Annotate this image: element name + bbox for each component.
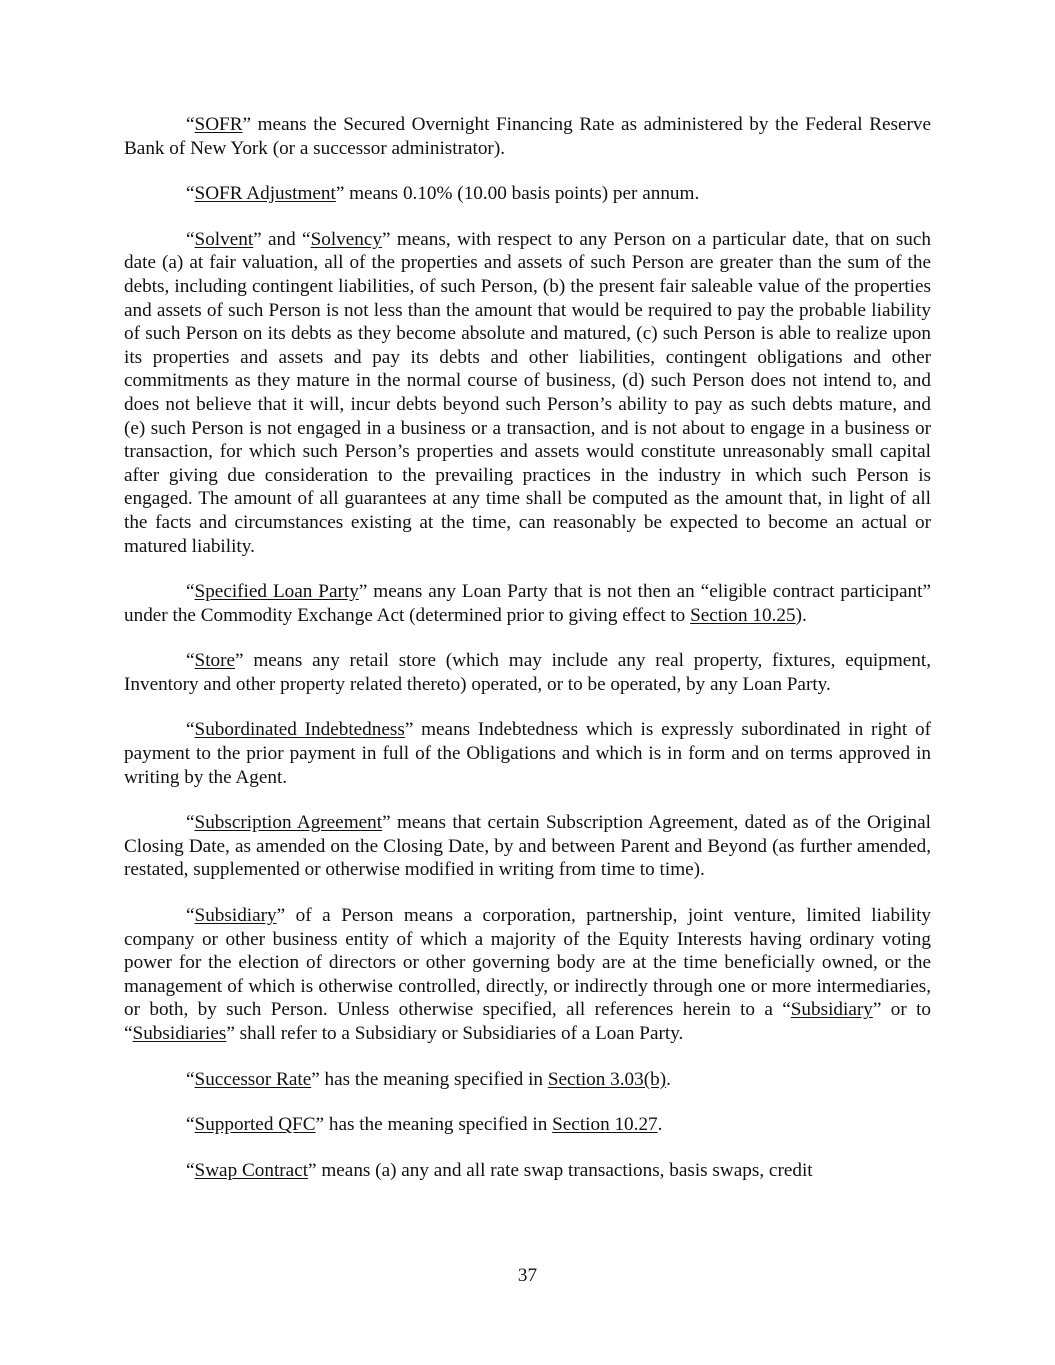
definition-text: ” means 0.10% (10.00 basis points) per annum.	[335, 183, 700, 205]
defined-term: Solvent	[194, 228, 254, 250]
definition-paragraph	[124, 718, 931, 789]
definition-text: .	[657, 1114, 663, 1136]
defined-term: Specified Loan Party	[194, 581, 359, 603]
definition-text: “	[186, 905, 195, 927]
defined-term: Swap Contract	[194, 1159, 309, 1181]
definition-paragraph	[124, 811, 931, 882]
defined-term: Subscription Agreement	[194, 812, 383, 834]
definition-text: ” means any Loan Party that is not then an “eligible contract participant” under the Commodity Exchange Act (determined prior to giving effect to	[124, 581, 931, 626]
definition-text: .	[666, 1068, 671, 1090]
definition-text: “	[186, 581, 195, 603]
definition-text: “	[186, 114, 195, 135]
definition-text: “	[186, 650, 195, 672]
definition-text: “	[186, 183, 195, 205]
defined-term: Subsidiary	[194, 905, 277, 927]
definition-text: ” shall refer to a Subsidiary or Subsidiaries of a Loan Party.	[226, 1023, 684, 1044]
defined-term: Successor Rate	[194, 1068, 312, 1090]
definition-text: “	[186, 1068, 195, 1090]
definition-text: “	[186, 228, 195, 250]
definition-text: “	[186, 719, 195, 741]
defined-term: Subsidiaries	[132, 1023, 227, 1044]
definition-text: ” and “	[253, 228, 311, 250]
definition-paragraph	[124, 1068, 931, 1092]
definition-text: ” or to “	[124, 999, 931, 1044]
defined-term: Store	[194, 650, 236, 672]
definition-text: ).	[795, 604, 807, 626]
defined-term: SOFR	[194, 114, 243, 135]
definition-paragraph	[124, 649, 931, 696]
definition-paragraph	[124, 113, 931, 160]
definition-text: ” has the meaning specified in	[315, 1114, 553, 1136]
definition-text: ” means (a) any and all rate swap transactions, basis swaps, credit	[308, 1159, 813, 1181]
section-reference: Section 10.25	[690, 604, 796, 626]
definition-text: ” means that certain Subscription Agreement, dated as of the Original Closing Date, as amended on the Closing Date, by and between Parent and Beyond (as further amended, restated, supplemented or otherwise modified in writing from time to time).	[124, 812, 931, 881]
definition-paragraph	[124, 1113, 931, 1137]
definition-paragraph	[124, 904, 931, 1046]
defined-term: Solvency	[310, 228, 382, 250]
definition-paragraph	[124, 182, 931, 206]
defined-term: SOFR Adjustment	[194, 183, 336, 205]
definition-text: “	[186, 1114, 195, 1136]
document-body	[124, 113, 931, 1204]
definition-paragraph	[124, 580, 931, 627]
defined-term: Subordinated Indebtedness	[194, 719, 405, 741]
defined-term: Subsidiary	[790, 999, 873, 1021]
definition-text: ” has the meaning specified in	[311, 1068, 548, 1090]
definition-paragraph	[124, 228, 931, 558]
page-number: 37	[517, 1265, 538, 1286]
definition-text: ” means Indebtedness which is expressly subordinated in right of payment to the prior payment in full of the Obligations and which is in form and on terms approved in writing by the Agent.	[124, 719, 931, 788]
definition-text: ” means the Secured Overnight Financing Rate as administered by the Federal Reserve Bank of New York (or a successor administrator).	[124, 114, 931, 159]
definition-text: “	[186, 812, 195, 834]
definition-text: ” of a Person means a corporation, partnership, joint venture, limited liability company or other business entity of which a majority of the Equity Interests having ordinary voting power for the election of directors or other governing body are at the time beneficially owned, or the management of which is otherwise controlled, directly, or indirectly through one or more intermediaries, or both, by such Person. Unless otherwise specified, all references herein to a “	[124, 905, 931, 1021]
definition-text: ” means, with respect to any Person on a particular date, that on such date (a) at fair valuation, all of the properties and assets of such Person are greater than the sum of the debts, including contingent liabilities, of such Person, (b) the present fair saleable value of the properties and assets of such Person is not less than the amount that would be required to pay the probable liability of such Person on its debts as they become absolute and matured, (c) such Person is able to realize upon its properties and assets and pay its debts and other liabilities, contingent obligations and other commitments as they mature in the normal course of business, (d) such Person does not intend to, and does not believe that it will, incur debts beyond such Person’s ability to pay as such debts mature, and (e) such Person is not engaged in a business or a transaction, and is not about to engage in a business or transaction, for which such Person’s properties and assets would constitute unreasonably small capital after giving due consideration to the prevailing practices in the industry in which such Person is engaged. The amount of all guarantees at any time shall be computed as the amount that, in light of all the facts and circumstances existing at the time, can reasonably be expected to become an actual or matured liability.	[124, 228, 931, 557]
defined-term: Supported QFC	[194, 1114, 316, 1136]
definition-paragraph	[124, 1159, 931, 1183]
definition-text: “	[186, 1159, 195, 1181]
definition-text: ” means any retail store (which may include any real property, fixtures, equipment, Inventory and other property related thereto) operated, or to be operated, by any Loan Party.	[124, 650, 931, 695]
section-reference: Section 3.03(b)	[547, 1068, 667, 1090]
section-reference: Section 10.27	[552, 1114, 658, 1136]
